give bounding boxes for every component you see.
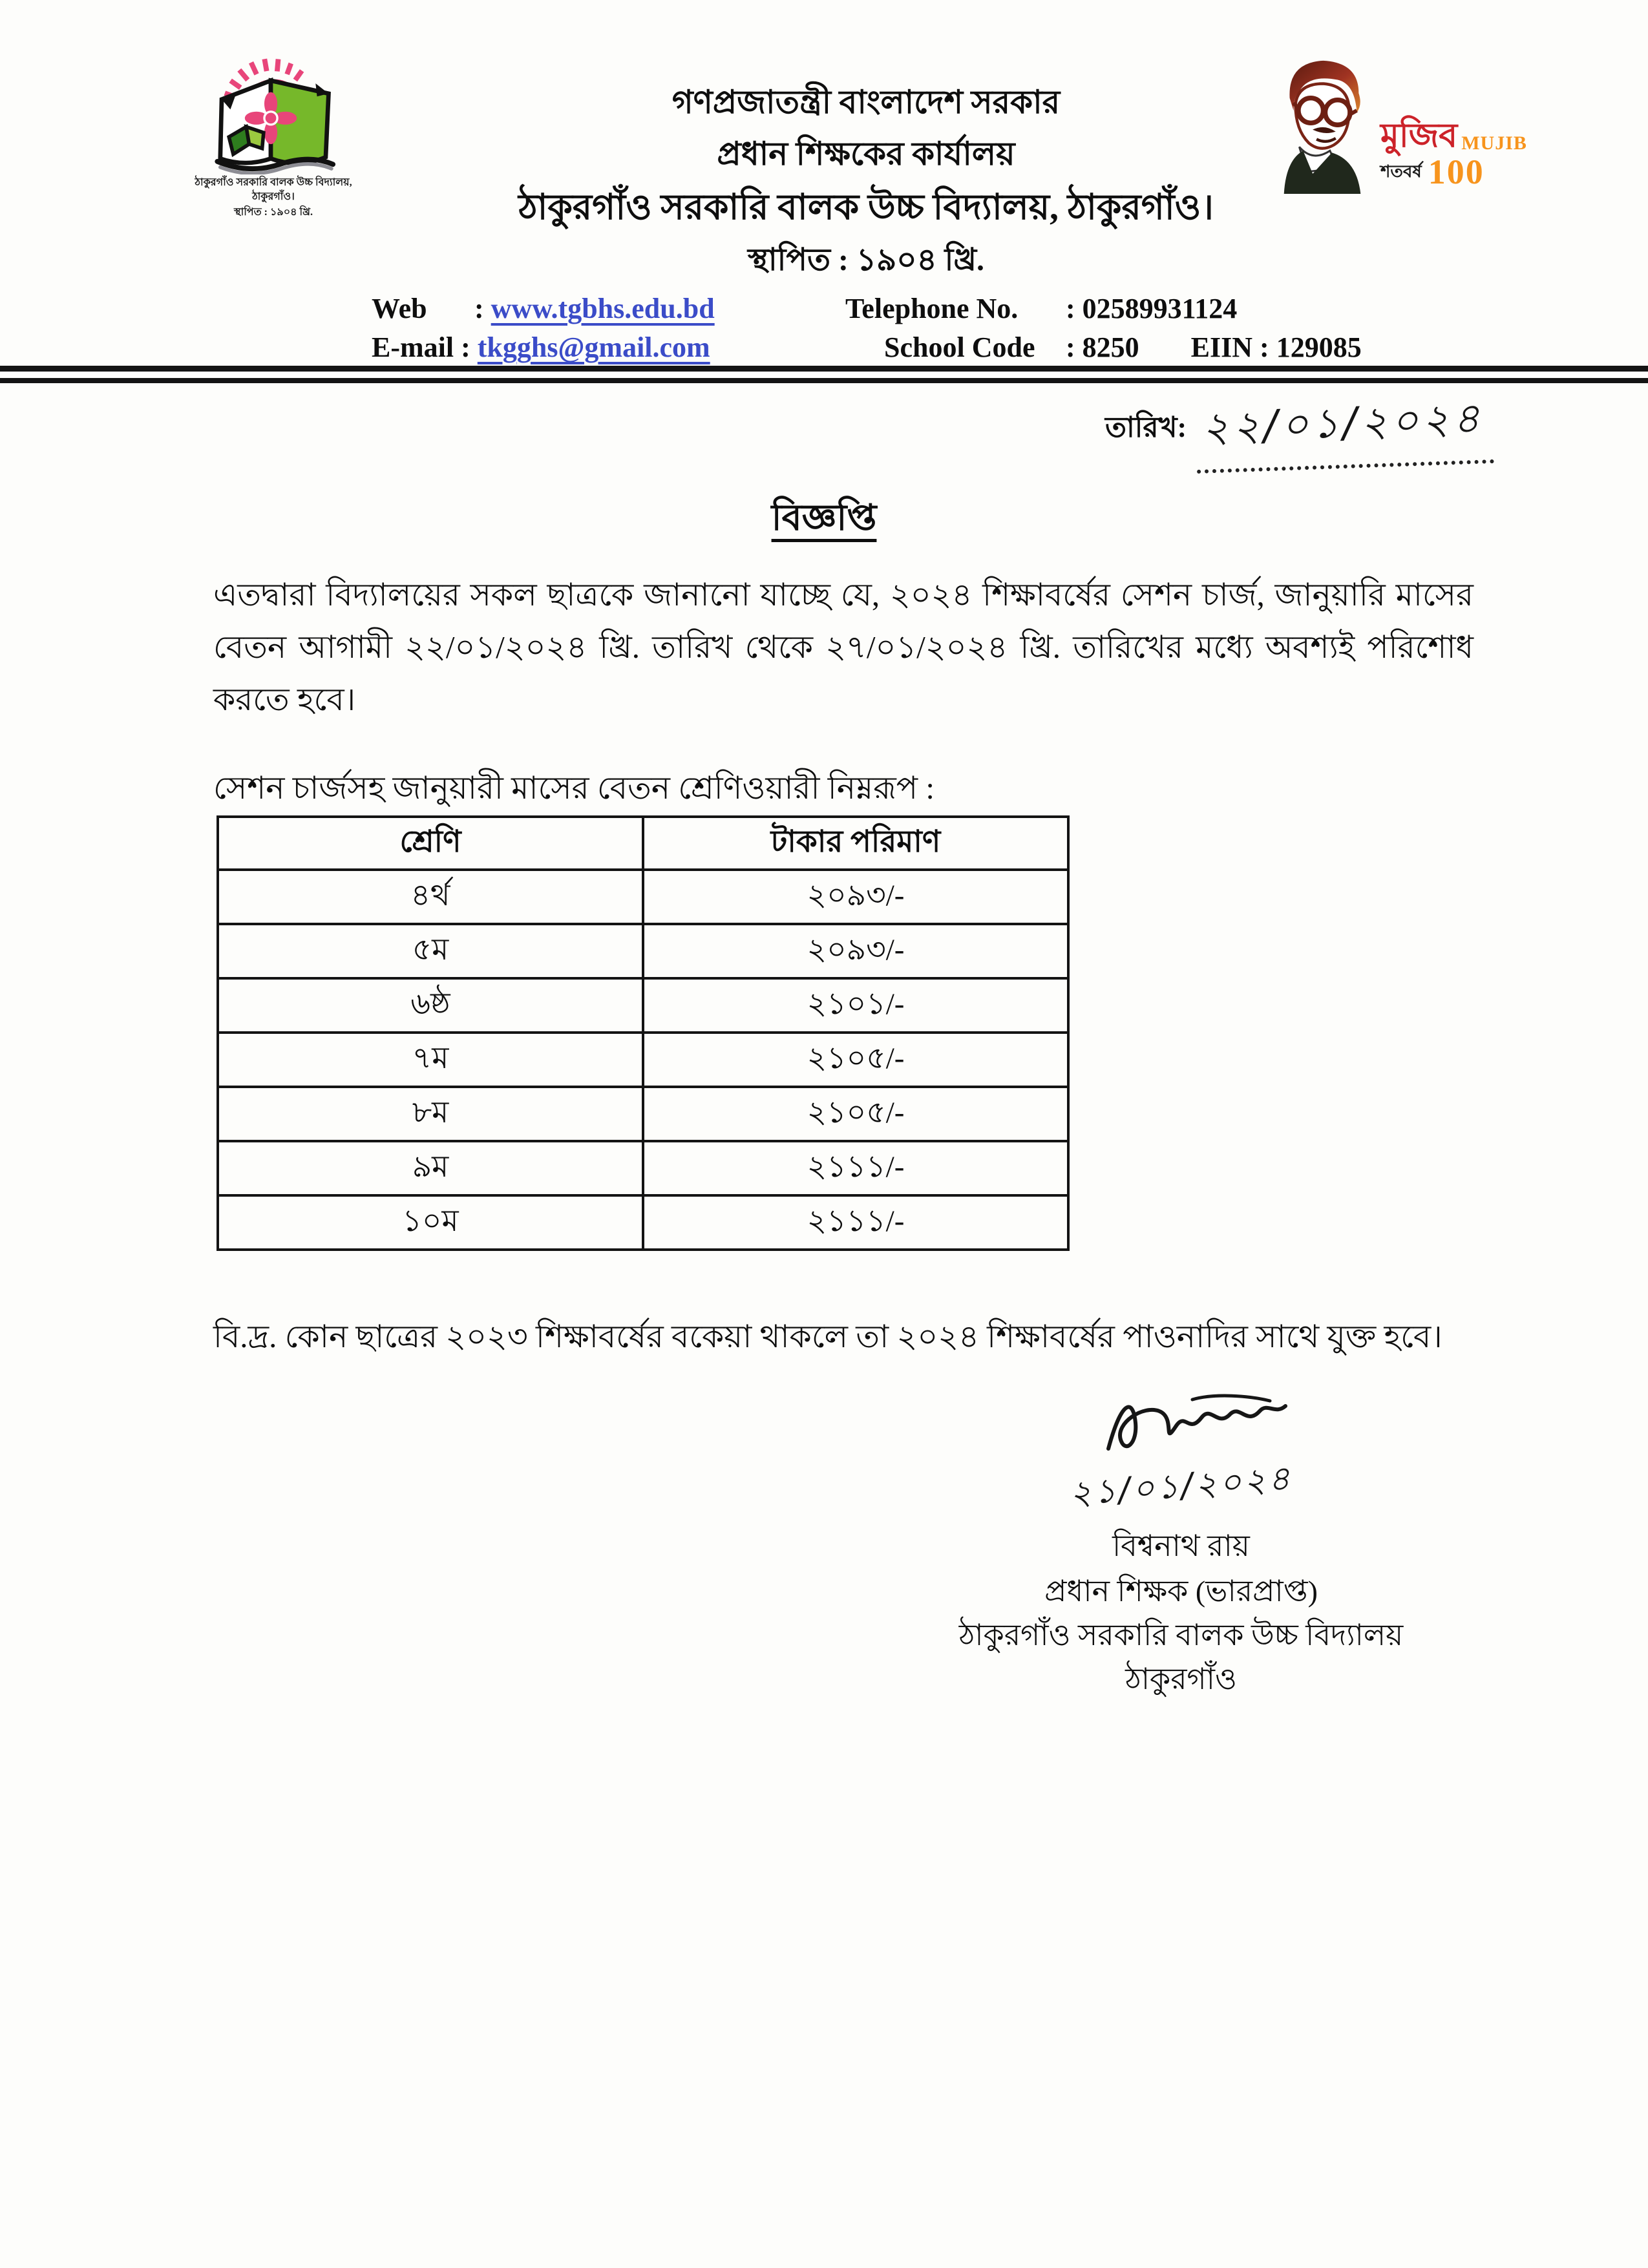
eiin-label: EIIN :	[1190, 331, 1269, 363]
amount-cell: ২১০৫/-	[643, 1033, 1068, 1087]
amount-cell: ২১০৫/-	[643, 1087, 1068, 1141]
web-link[interactable]: www.tgbhs.edu.bd	[491, 293, 715, 324]
mujib-portrait-icon	[1270, 55, 1377, 197]
table-row	[218, 1195, 1068, 1250]
school-logo-caption-line2: স্থাপিত : ১৯০৪ খ্রি.	[233, 207, 313, 218]
amount-cell: ২০৯৩/-	[643, 924, 1068, 978]
class-column-header: শ্রেণি	[218, 817, 643, 870]
mujib-100-logo	[1270, 55, 1527, 200]
contact-right-column	[845, 289, 1362, 367]
class-cell: ১০ম	[218, 1195, 643, 1250]
table-row	[218, 924, 1068, 978]
school-crest-icon	[180, 52, 367, 174]
school-name-line: ঠাকুরগাঁও সরকারি বালক উচ্চ বিদ্যালয়, ঠাকুরগাঁও।	[518, 187, 1214, 227]
telephone-value: : 02589931124	[1066, 293, 1238, 324]
office-line: প্রধান শিক্ষকের কার্যালয়	[717, 136, 1015, 172]
telephone-label: Telephone No.	[845, 293, 1019, 324]
signatory-place: ঠাকুরগাঁও	[1125, 1663, 1237, 1696]
fee-table-intro: সেশন চার্জসহ জানুয়ারী মাসের বেতন শ্রেণিওয়ারী নিম্নরূপ :	[213, 770, 935, 806]
date-line	[1105, 392, 1493, 468]
government-line: গণপ্রজাতন্ত্রী বাংলাদেশ সরকার	[671, 84, 1061, 120]
table-row	[218, 978, 1068, 1033]
school-logo-caption-line1: ঠাকুরগাঁও সরকারি বালক উচ্চ বিদ্যালয়, ঠাকুরগাঁও।	[195, 177, 352, 202]
signatory-name: বিশ্বনাথ রায়	[1112, 1529, 1250, 1562]
eiin-value: 129085	[1276, 331, 1362, 363]
class-cell: ৭ম	[218, 1033, 643, 1087]
header-divider	[0, 366, 1648, 383]
established-line: স্থাপিত : ১৯০৪ খ্রি.	[747, 243, 985, 277]
fee-table	[217, 815, 1070, 1251]
table-row	[218, 1087, 1068, 1141]
amount-cell: ২১১১/-	[643, 1195, 1068, 1250]
class-cell: ৮ম	[218, 1087, 643, 1141]
class-cell: ৬ষ্ঠ	[218, 978, 643, 1033]
amount-column-header: টাকার পরিমাণ	[643, 817, 1068, 870]
class-cell: ৪র্থ	[218, 870, 643, 924]
signatory-school: ঠাকুরগাঁও সরকারি বালক উচ্চ বিদ্যালয়	[958, 1619, 1404, 1652]
signature-scribble-icon	[940, 1389, 1422, 1464]
web-label: Web	[372, 293, 427, 324]
date-handwritten-value: ২২/০১/২০২৪	[1194, 386, 1494, 474]
web-colon: :	[474, 293, 484, 324]
mujib-shotoborsho-text: শতবর্ষ	[1380, 162, 1422, 181]
table-row	[218, 1141, 1068, 1195]
letterhead	[388, 76, 1344, 286]
school-code-label: School Code	[884, 331, 1035, 363]
note-paragraph: বি.দ্র. কোন ছাত্রের ২০২৩ শিক্ষাবর্ষের বকেয়া থাকলে তা ২০২৪ শিক্ষাবর্ষের পাওনাদির সাথে যুক্ত হবে।	[213, 1319, 1442, 1354]
table-row	[218, 1033, 1068, 1087]
school-code-value: : 8250	[1066, 331, 1139, 363]
amount-cell: ২১১১/-	[643, 1141, 1068, 1195]
fee-table-header-row	[218, 817, 1068, 870]
mujib-100-text: 100	[1428, 152, 1484, 191]
contact-left-column	[372, 289, 715, 367]
email-link[interactable]: tkgghs@gmail.com	[477, 331, 710, 363]
signatory-designation: প্রধান শিক্ষক (ভারপ্রাপ্ত)	[1044, 1575, 1318, 1608]
amount-cell: ২১০১/-	[643, 978, 1068, 1033]
email-label: E-mail :	[372, 331, 470, 363]
school-logo	[180, 52, 367, 220]
signature-block	[940, 1389, 1422, 1698]
class-cell: ৯ম	[218, 1141, 643, 1195]
mujib-bangla-wordmark: মুজিব	[1380, 118, 1458, 154]
notice-body-paragraph: এতদ্বারা বিদ্যালয়ের সকল ছাত্রকে জানানো যাচ্ছে যে, ২০২৪ শিক্ষাবর্ষের সেশন চার্জ, জানুয়ারি মাসের বেতন আগামী ২২/০১/২০২৪ খ্রি. তারিখ থেকে ২৭/০১/২০২৪ খ্রি. তারিখের মধ্যে অবশ্যই পরিশোধ করতে হবে।	[213, 577, 1474, 717]
notice-title: বিজ্ঞপ্তি	[771, 498, 877, 538]
signature-date-handwritten: ২১/০১/২০২৪	[1068, 1459, 1294, 1513]
table-row	[218, 870, 1068, 924]
amount-cell: ২০৯৩/-	[643, 870, 1068, 924]
class-cell: ৫ম	[218, 924, 643, 978]
date-label: তারিখ:	[1105, 412, 1187, 443]
mujib-english-wordmark: MUJIB	[1461, 132, 1527, 154]
